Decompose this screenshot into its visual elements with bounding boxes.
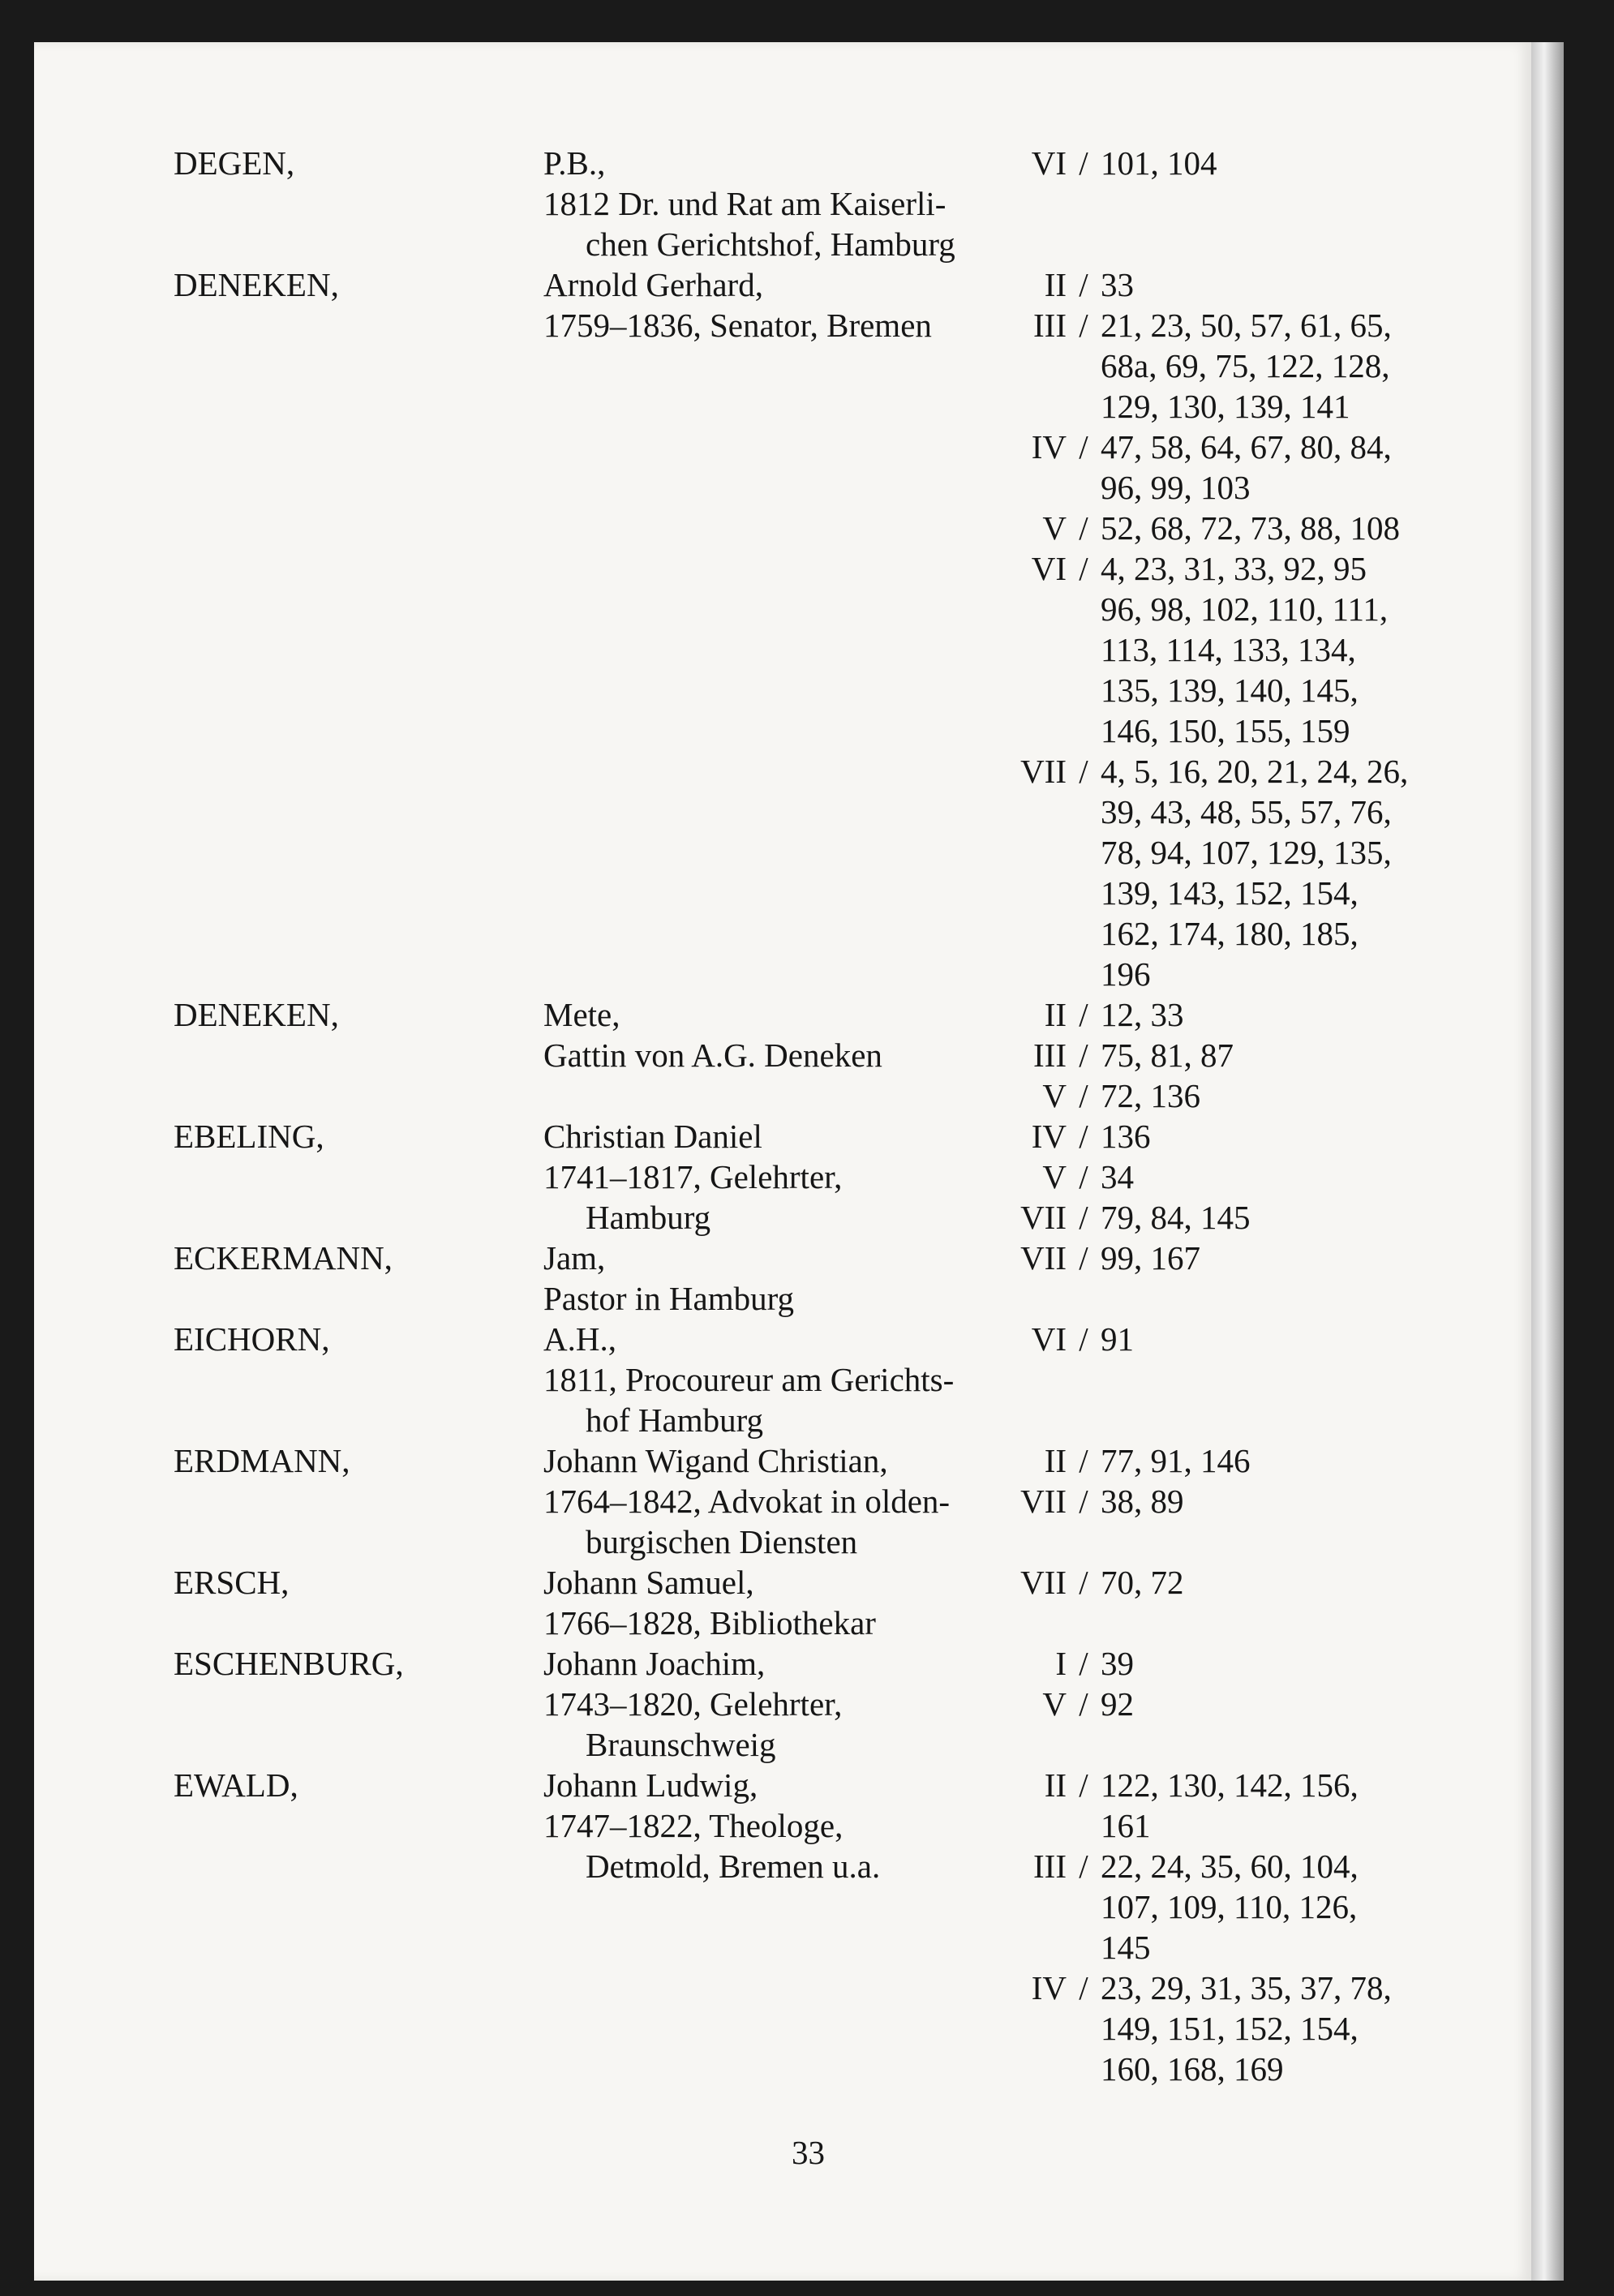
page-list (1101, 508, 1400, 548)
page-list-line: 107, 109, 110, 126, (1101, 1888, 1358, 1925)
page-list-line: 139, 143, 152, 154, (1101, 874, 1359, 912)
page-list-line: 72, 136 (1101, 1077, 1200, 1114)
reference (1000, 751, 1454, 994)
volume-number: III (1033, 1848, 1067, 1885)
page-list (1101, 548, 1388, 751)
volume-number: VII (1020, 1564, 1067, 1601)
entry-references (1000, 1643, 1454, 1765)
entry-surname: DENEKEN, (174, 996, 339, 1033)
description-line: Pastor in Hamburg (543, 1280, 795, 1317)
volume-separator: / (1079, 1118, 1088, 1155)
reference (1000, 508, 1454, 548)
page-list-line: 113, 114, 133, 134, (1101, 631, 1356, 668)
index-entry (174, 1319, 1471, 1440)
page-list-line: 39, 43, 48, 55, 57, 76, (1101, 793, 1392, 830)
volume-number: VII (1020, 1483, 1067, 1520)
reference (1000, 305, 1454, 427)
page-list-line: 70, 72 (1101, 1564, 1184, 1601)
reference (1000, 1238, 1454, 1278)
volume-number: VI (1031, 144, 1067, 182)
volume-separator: / (1079, 266, 1088, 303)
volume-number: VII (1020, 1239, 1067, 1277)
page-list-line: 79, 84, 145 (1101, 1199, 1251, 1236)
page-list-line: 52, 68, 72, 73, 88, 108 (1101, 509, 1400, 547)
reference (1000, 1319, 1454, 1359)
index-entry (174, 143, 1471, 264)
page-list-line: 136 (1101, 1118, 1151, 1155)
page-list (1101, 751, 1408, 994)
index-entry (174, 1116, 1471, 1238)
description-line: Johann Joachim, (543, 1645, 766, 1682)
volume-separator: / (1079, 1969, 1088, 2006)
reference (1000, 264, 1454, 305)
page-list-line: 78, 94, 107, 129, 135, (1101, 834, 1392, 871)
page-list (1101, 1765, 1359, 1846)
reference (1000, 1481, 1454, 1521)
volume-number: V (1042, 509, 1067, 547)
volume-separator: / (1079, 1766, 1088, 1804)
entry-description (543, 1238, 1000, 1319)
page-list-line: 160, 168, 169 (1101, 2050, 1284, 2088)
reference (1000, 143, 1454, 183)
page-list-line: 122, 130, 142, 156, (1101, 1766, 1359, 1804)
page-list-line: 96, 99, 103 (1101, 469, 1251, 506)
description-line: chen Gerichtshof, Hamburg (586, 225, 955, 263)
page-list (1101, 1157, 1134, 1197)
index-entry (174, 1765, 1471, 2089)
entry-description (543, 1116, 1000, 1238)
volume-separator: / (1079, 428, 1088, 466)
volume-separator: / (1079, 1442, 1088, 1479)
page-list-line: 92 (1101, 1685, 1134, 1723)
volume-number: V (1042, 1685, 1067, 1723)
entry-surname: DEGEN, (174, 144, 295, 182)
volume-number: III (1033, 307, 1067, 344)
entry-surname: ESCHENBURG, (174, 1645, 404, 1682)
page-list (1101, 1440, 1251, 1481)
description-line: hof Hamburg (586, 1401, 764, 1439)
entry-description (543, 264, 1000, 994)
entry-references (1000, 994, 1454, 1116)
reference (1000, 1440, 1454, 1481)
index-entry (174, 264, 1471, 994)
description-line: Detmold, Bremen u.a. (586, 1848, 881, 1885)
page-list-line: 129, 130, 139, 141 (1101, 388, 1350, 425)
page-list-line: 33 (1101, 266, 1134, 303)
description-line: 1812 Dr. und Rat am Kaiserli- (543, 185, 947, 222)
entry-surname: ECKERMANN, (174, 1239, 393, 1277)
page-list-line: 34 (1101, 1158, 1134, 1195)
volume-separator: / (1079, 1077, 1088, 1114)
reference (1000, 1846, 1454, 1968)
volume-separator: / (1079, 509, 1088, 547)
page-list-line: 196 (1101, 955, 1151, 993)
entry-surname: DENEKEN, (174, 266, 339, 303)
description-line: Mete, (543, 996, 620, 1033)
entry-references (1000, 1440, 1454, 1562)
entry-surname: ERSCH, (174, 1564, 290, 1601)
volume-number: V (1042, 1077, 1067, 1114)
page-list-line: 149, 151, 152, 154, (1101, 2010, 1359, 2047)
entry-references (1000, 1116, 1454, 1238)
description-line: Johann Wigand Christian, (543, 1442, 888, 1479)
page-list (1101, 1116, 1151, 1157)
entry-references (1000, 1562, 1454, 1643)
volume-separator: / (1079, 307, 1088, 344)
volume-separator: / (1079, 1239, 1088, 1277)
page-list (1101, 305, 1392, 427)
volume-number: VI (1031, 550, 1067, 587)
page-list (1101, 427, 1392, 508)
page-list-line: 4, 5, 16, 20, 21, 24, 26, (1101, 753, 1409, 790)
volume-separator: / (1079, 1483, 1088, 1520)
page-number: 33 (792, 2134, 825, 2171)
description-line: Christian Daniel (543, 1118, 762, 1155)
page-list (1101, 1562, 1184, 1603)
index-entries (174, 143, 1471, 2089)
page-list-line: 145 (1101, 1929, 1151, 1966)
reference (1000, 1197, 1454, 1238)
page-list-line: 39 (1101, 1645, 1134, 1682)
page-list-line: 162, 174, 180, 185, (1101, 915, 1359, 952)
index-entry (174, 1440, 1471, 1562)
entry-references (1000, 143, 1454, 264)
page-list (1101, 1481, 1184, 1521)
page-list-line: 161 (1101, 1807, 1151, 1844)
volume-separator: / (1079, 753, 1088, 790)
entry-description (543, 1319, 1000, 1440)
entry-surname: EWALD, (174, 1766, 298, 1804)
page-list (1101, 1238, 1200, 1278)
volume-number: IV (1031, 1969, 1067, 2006)
description-line: Jam, (543, 1239, 606, 1277)
page-list (1101, 1197, 1251, 1238)
volume-number: V (1042, 1158, 1067, 1195)
description-line: 1764–1842, Advokat in olden- (543, 1483, 951, 1520)
description-line: Braunschweig (586, 1726, 776, 1763)
description-line: 1747–1822, Theologe, (543, 1807, 843, 1844)
page-list-line: 101, 104 (1101, 144, 1217, 182)
reference (1000, 427, 1454, 508)
description-line: P.B., (543, 144, 606, 182)
page-list-line: 135, 139, 140, 145, (1101, 672, 1359, 709)
reference (1000, 1035, 1454, 1075)
entry-description (543, 1643, 1000, 1765)
page-list (1101, 1075, 1200, 1116)
reference (1000, 1157, 1454, 1197)
page-list (1101, 264, 1134, 305)
page-list-line: 21, 23, 50, 57, 61, 65, (1101, 307, 1392, 344)
entry-description (543, 1562, 1000, 1643)
page-list-line: 22, 24, 35, 60, 104, (1101, 1848, 1359, 1885)
page-list (1101, 143, 1217, 183)
page-list-line: 96, 98, 102, 110, 111, (1101, 590, 1389, 628)
volume-separator: / (1079, 1848, 1088, 1885)
page-list-line: 68a, 69, 75, 122, 128, (1101, 347, 1390, 384)
page-list (1101, 1968, 1392, 2089)
entry-references (1000, 1238, 1454, 1319)
page-list-line: 91 (1101, 1320, 1134, 1358)
index-entry (174, 1238, 1471, 1319)
entry-description (543, 1440, 1000, 1562)
index-entry (174, 994, 1471, 1116)
description-line: Arnold Gerhard, (543, 266, 763, 303)
page-list-line: 146, 150, 155, 159 (1101, 712, 1350, 749)
reference (1000, 1684, 1454, 1724)
volume-number: II (1044, 266, 1067, 303)
page-list (1101, 1035, 1234, 1075)
page-list-line: 4, 23, 31, 33, 92, 95 (1101, 550, 1367, 587)
page-list-line: 77, 91, 146 (1101, 1442, 1251, 1479)
volume-number: II (1044, 1442, 1067, 1479)
volume-number: II (1044, 996, 1067, 1033)
volume-number: III (1033, 1036, 1067, 1074)
entry-surname: EBELING, (174, 1118, 324, 1155)
description-line: Hamburg (586, 1199, 711, 1236)
page-list-line: 47, 58, 64, 67, 80, 84, (1101, 428, 1392, 466)
description-line: Johann Ludwig, (543, 1766, 758, 1804)
description-line: 1766–1828, Bibliothekar (543, 1604, 876, 1642)
entry-references (1000, 264, 1454, 994)
description-line: Gattin von A.G. Deneken (543, 1036, 882, 1074)
page-list-line: 23, 29, 31, 35, 37, 78, (1101, 1969, 1392, 2006)
description-line: Johann Samuel, (543, 1564, 754, 1601)
page-list-line: 75, 81, 87 (1101, 1036, 1234, 1074)
entry-surname: ERDMANN, (174, 1442, 350, 1479)
volume-separator: / (1079, 1320, 1088, 1358)
volume-number: IV (1031, 428, 1067, 466)
entry-surname: EICHORN, (174, 1320, 330, 1358)
page-list (1101, 1846, 1359, 1968)
reference (1000, 1968, 1454, 2089)
volume-separator: / (1079, 1645, 1088, 1682)
page-list (1101, 1319, 1134, 1359)
volume-separator: / (1079, 996, 1088, 1033)
index-entry (174, 1643, 1471, 1765)
entry-references (1000, 1765, 1454, 2089)
volume-separator: / (1079, 550, 1088, 587)
page-list-line: 99, 167 (1101, 1239, 1200, 1277)
description-line: 1743–1820, Gelehrter, (543, 1685, 843, 1723)
reference (1000, 1116, 1454, 1157)
page-edge (1531, 42, 1564, 2281)
entry-description (543, 994, 1000, 1116)
index-entry (174, 1562, 1471, 1643)
description-line: 1741–1817, Gelehrter, (543, 1158, 843, 1195)
reference (1000, 1075, 1454, 1116)
volume-separator: / (1079, 144, 1088, 182)
volume-separator: / (1079, 1158, 1088, 1195)
page-list (1101, 994, 1184, 1035)
page-list-line: 12, 33 (1101, 996, 1184, 1033)
entry-references (1000, 1319, 1454, 1440)
page-list (1101, 1684, 1134, 1724)
volume-separator: / (1079, 1036, 1088, 1074)
volume-number: IV (1031, 1118, 1067, 1155)
description-line: 1759–1836, Senator, Bremen (543, 307, 932, 344)
description-line: A.H., (543, 1320, 616, 1358)
entry-description (543, 143, 1000, 264)
volume-number: I (1055, 1645, 1067, 1682)
reference (1000, 994, 1454, 1035)
entry-description (543, 1765, 1000, 2089)
reference (1000, 1643, 1454, 1684)
page-list (1101, 1643, 1134, 1684)
volume-separator: / (1079, 1564, 1088, 1601)
volume-number: II (1044, 1766, 1067, 1804)
reference (1000, 1562, 1454, 1603)
volume-separator: / (1079, 1199, 1088, 1236)
volume-number: VII (1020, 753, 1067, 790)
volume-number: VI (1031, 1320, 1067, 1358)
volume-number: VII (1020, 1199, 1067, 1236)
description-line: 1811, Procoureur am Gerichts- (543, 1361, 955, 1398)
reference (1000, 1765, 1454, 1846)
volume-separator: / (1079, 1685, 1088, 1723)
page-list-line: 38, 89 (1101, 1483, 1184, 1520)
description-line: burgischen Diensten (586, 1523, 858, 1560)
reference (1000, 548, 1454, 751)
